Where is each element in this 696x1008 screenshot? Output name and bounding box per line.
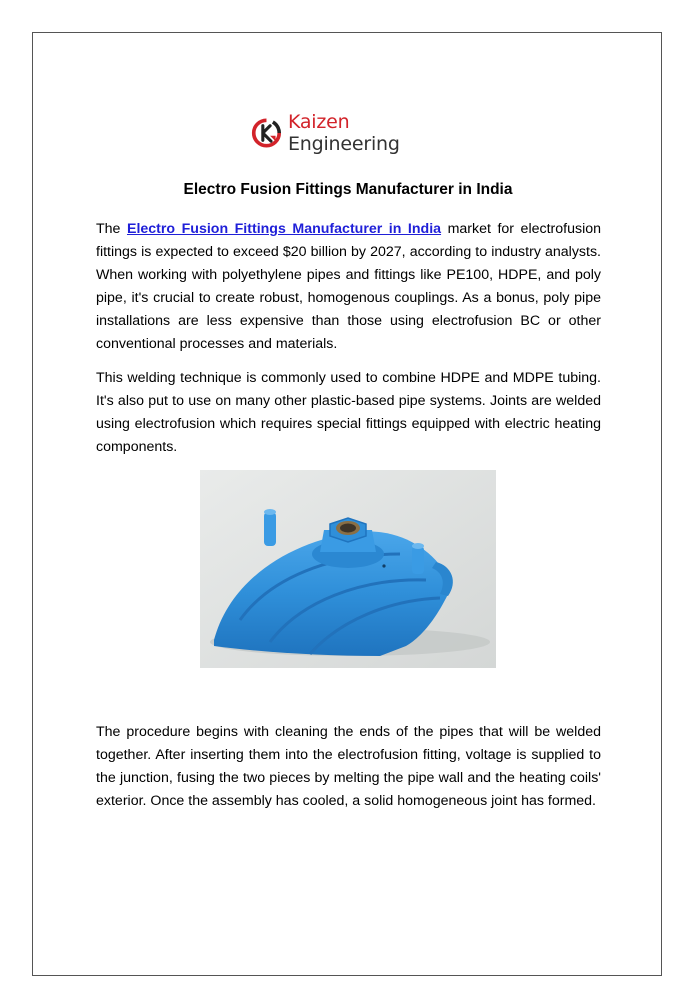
paragraph-intro-suffix: market for electrofusion fittings is expected to exceed $20 billion by 2027, according to industry analysts. When working with polyethylene pipes and fittings like PE100, HDPE, and poly pipe, it's crucial to create robust, homogenous couplings. As a bonus, poly pipe installations are less expensive than those using electrofusion BC or other conventional processes and materials. bbox=[96, 221, 601, 352]
kaizen-logo-icon bbox=[251, 116, 282, 150]
logo-rest: Engineering bbox=[287, 133, 400, 155]
paragraph-intro bbox=[96, 218, 601, 356]
company-logo bbox=[251, 113, 451, 153]
paragraph-technique: This welding technique is commonly used to combine HDPE and MDPE tubing. It's also put to use on many other plastic-based pipe systems. Joints are welded using electrofusion which requires special fittings equipped with electric heating components. bbox=[96, 370, 601, 455]
paragraph-intro-prefix: The bbox=[96, 221, 127, 237]
logo-brand: Kaizen bbox=[287, 111, 350, 133]
logo-wordmark bbox=[288, 111, 451, 155]
page-title: Electro Fusion Fittings Manufacturer in India bbox=[183, 181, 513, 198]
electrofusion-fitting-image bbox=[200, 470, 496, 668]
product-photo bbox=[200, 470, 496, 668]
paragraph-procedure: The procedure begins with cleaning the ends of the pipes that will be welded together. After inserting them into the electrofusion fitting, voltage is supplied to the junction, fusing the two pieces by melting the pipe wall and the heating coils' exterior. Once the assembly has cooled, a solid homogeneous joint has formed. bbox=[96, 724, 601, 809]
document-page bbox=[32, 32, 662, 976]
manufacturer-link[interactable]: Electro Fusion Fittings Manufacturer in India bbox=[126, 221, 442, 237]
